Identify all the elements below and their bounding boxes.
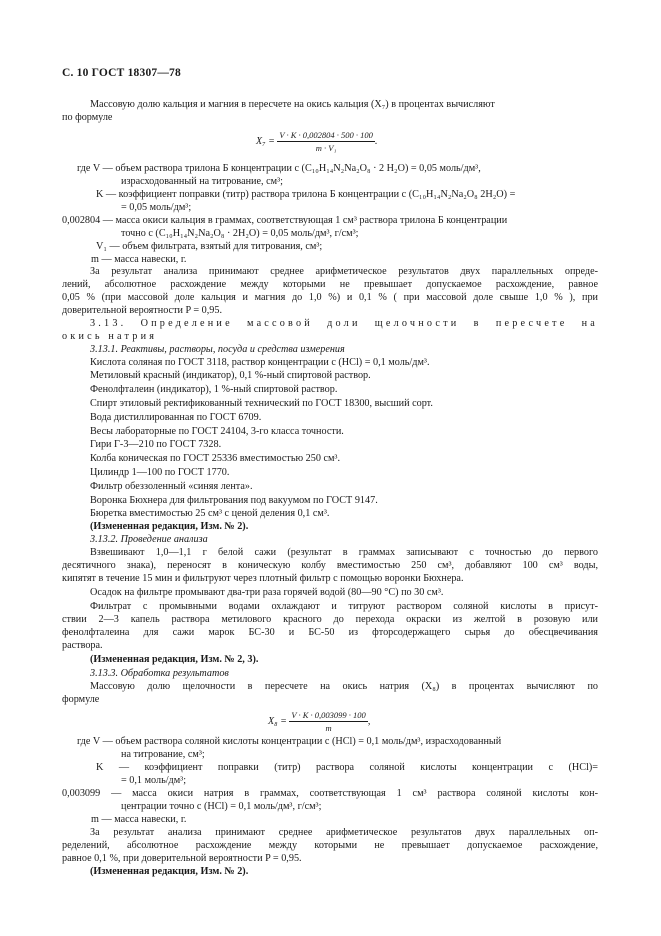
text-line: точно c (C₁₀H₁₄N₂Na₂O₈ · 2H₂O) = 0,05 моль/дм³, г/см³; bbox=[121, 228, 359, 239]
list-item: Спирт этиловый ректификованный технический по ГОСТ 18300, высший сорт. bbox=[90, 398, 433, 409]
revision-note: (Измененная редакция, Изм. № 2). bbox=[90, 521, 249, 532]
formula-denominator: m · V₁ bbox=[315, 143, 337, 153]
text-line: на титрование, см³; bbox=[121, 749, 205, 760]
text-line: ределений, абсолютное расхождение между которыми не превышает допускаемое расхождение, bbox=[62, 840, 598, 851]
text-line: За результат анализа принимают среднее арифметическое результатов двух параллельных опреде- bbox=[90, 266, 598, 277]
formula-tail: . bbox=[374, 135, 378, 147]
text-line: = 0,1 моль/дм³; bbox=[121, 775, 187, 786]
formula-numerator: V · K · 0,003099 · 100 bbox=[291, 710, 366, 720]
text-line: 0,05 % (при массовой доле кальция и магния до 1,0 %) и 0,1 % ( при массовой доле свыше 1,0 % ), при bbox=[62, 292, 598, 303]
list-item: Бюретка вместимостью 25 см³ с ценой деления 0,1 см³. bbox=[90, 508, 330, 519]
text-line: по формуле bbox=[62, 112, 113, 123]
text-line: 0,003099 — масса окиси натрия в граммах, соответствующая 1 см³ раствора соляной кислоты кон- bbox=[62, 788, 598, 799]
text-line: Массовую долю кальция и магния в пересчете на окись кальция (X₇) в процентах вычисляют bbox=[90, 99, 495, 110]
subsection-heading: 3.13.3. Обработка результатов bbox=[90, 668, 229, 679]
formula-tail: , bbox=[367, 715, 371, 727]
text-line: m — масса навески, г. bbox=[91, 254, 187, 265]
list-item: Фенолфталеин (индикатор), 1 %-ный спиртовой раствор. bbox=[90, 384, 338, 395]
formula-lhs: X₇ = bbox=[256, 135, 275, 147]
text-line: равное 0,1 %, при доверительной вероятности P = 0,95. bbox=[62, 853, 302, 864]
text-line: Взвешивают 1,0—1,1 г белой сажи (результат в граммах записывают с точностью до первого bbox=[90, 547, 598, 558]
revision-note: (Измененная редакция, Изм. № 2, 3). bbox=[90, 654, 259, 665]
page-header: С. 10 ГОСТ 18307—78 bbox=[62, 67, 181, 79]
list-item: Колба коническая по ГОСТ 25336 вместимостью 250 см³. bbox=[90, 453, 341, 464]
revision-note: (Измененная редакция, Изм. № 2). bbox=[90, 866, 249, 877]
text-line: центрации точно c (HCl) = 0,1 моль/дм³, г/см³; bbox=[121, 801, 322, 812]
formula-fraction bbox=[289, 710, 367, 733]
list-item: Кислота соляная по ГОСТ 3118, раствор концентрации c (HCl) = 0,1 моль/дм³. bbox=[90, 357, 430, 368]
list-item: Вода дистиллированная по ГОСТ 6709. bbox=[90, 412, 262, 423]
list-item: Фильтр обеззоленный «синяя лента». bbox=[90, 481, 253, 492]
text-line: доверительной вероятности P = 0,95. bbox=[62, 305, 223, 316]
list-item: Метиловый красный (индикатор), 0,1 %-ный спиртовой раствор. bbox=[90, 370, 371, 381]
section-heading: окись натрия bbox=[62, 331, 158, 342]
text-line: где V — объем раствора соляной кислоты концентрации c (HCl) = 0,1 моль/дм³, израсходованный bbox=[77, 736, 502, 747]
text-line: K — коэффициент поправки (титр) раствора соляной кислоты концентрации c (HCl)= bbox=[96, 762, 598, 773]
formula-x7 bbox=[256, 130, 377, 153]
text-line: V₁ — объем фильтрата, взятый для титрования, см³; bbox=[96, 241, 323, 252]
section-heading: 3.13. Определение массовой доли щелочности в пересчете на bbox=[90, 318, 598, 329]
formula-denominator: m bbox=[325, 723, 332, 733]
formula-lhs: X₈ = bbox=[268, 715, 287, 727]
text-line: Фильтрат с промывными водами охлаждают и титруют раствором соляной кислоты в присут- bbox=[90, 601, 598, 612]
list-item: Воронка Бюхнера для фильтрования под вакуумом по ГОСТ 9147. bbox=[90, 495, 378, 506]
text-line: ствии 2—3 капель раствора метилового красного до перехода окраски из желтой в розовую или bbox=[62, 614, 598, 625]
text-line: За результат анализа принимают среднее арифметическое результатов двух параллельных оп- bbox=[90, 827, 598, 838]
list-item: Цилиндр 1—100 по ГОСТ 1770. bbox=[90, 467, 230, 478]
formula-x8 bbox=[268, 710, 370, 733]
subsection-heading: 3.13.2. Проведение анализа bbox=[90, 534, 208, 545]
text-line: Массовую долю щелочности в пересчете на окись натрия (X₈) в процентах вычисляют по bbox=[90, 681, 598, 692]
text-line: где V — объем раствора трилона Б концентрации c (C₁₀H₁₄N₂Na₂O₈ · 2 H₂O) = 0,05 моль/дм³, bbox=[77, 163, 481, 174]
formula-fraction bbox=[277, 130, 375, 153]
list-item: Гири Г-3—210 по ГОСТ 7328. bbox=[90, 439, 222, 450]
text-line: десятичного знака), переносят в коническую колбу вместимостью 250 см³, добавляют 100 см³ воды, bbox=[62, 560, 598, 571]
text-line: K — коэффициент поправки (титр) раствора трилона Б концентрации c (C₁₀H₁₄N₂Na₂O₈ 2H₂O) = bbox=[96, 189, 516, 200]
text-line: формуле bbox=[62, 694, 100, 705]
subsection-heading: 3.13.1. Реактивы, растворы, посуда и средства измерения bbox=[90, 344, 345, 355]
text-line: m — масса навески, г. bbox=[91, 814, 187, 825]
text-line: лений, абсолютное расхождение между которыми не превышает допускаемое расхождение, равное bbox=[62, 279, 598, 290]
text-line: = 0,05 моль/дм³; bbox=[121, 202, 192, 213]
text-line: раствора. bbox=[62, 640, 103, 651]
text-line: кипятят в течение 15 мин и фильтруют через плотный фильтр с помощью воронки Бюхнера. bbox=[62, 573, 464, 584]
text-line: фенолфталеина для сажи марок БС-30 и БС-50 из фторсодержащего сырья до обесцвечивания bbox=[62, 627, 598, 638]
formula-numerator: V · K · 0,002804 · 500 · 100 bbox=[279, 130, 373, 140]
text-line: 0,002804 — масса окиси кальция в граммах, соответствующая 1 см³ раствора трилона Б концентрации bbox=[62, 215, 508, 226]
text-line: израсходованный на титрование, см³; bbox=[121, 176, 283, 187]
text-line: Осадок на фильтре промывают два-три раза горячей водой (80—90 °С) по 30 см³. bbox=[90, 587, 444, 598]
list-item: Весы лабораторные по ГОСТ 24104, 3-го класса точности. bbox=[90, 426, 344, 437]
